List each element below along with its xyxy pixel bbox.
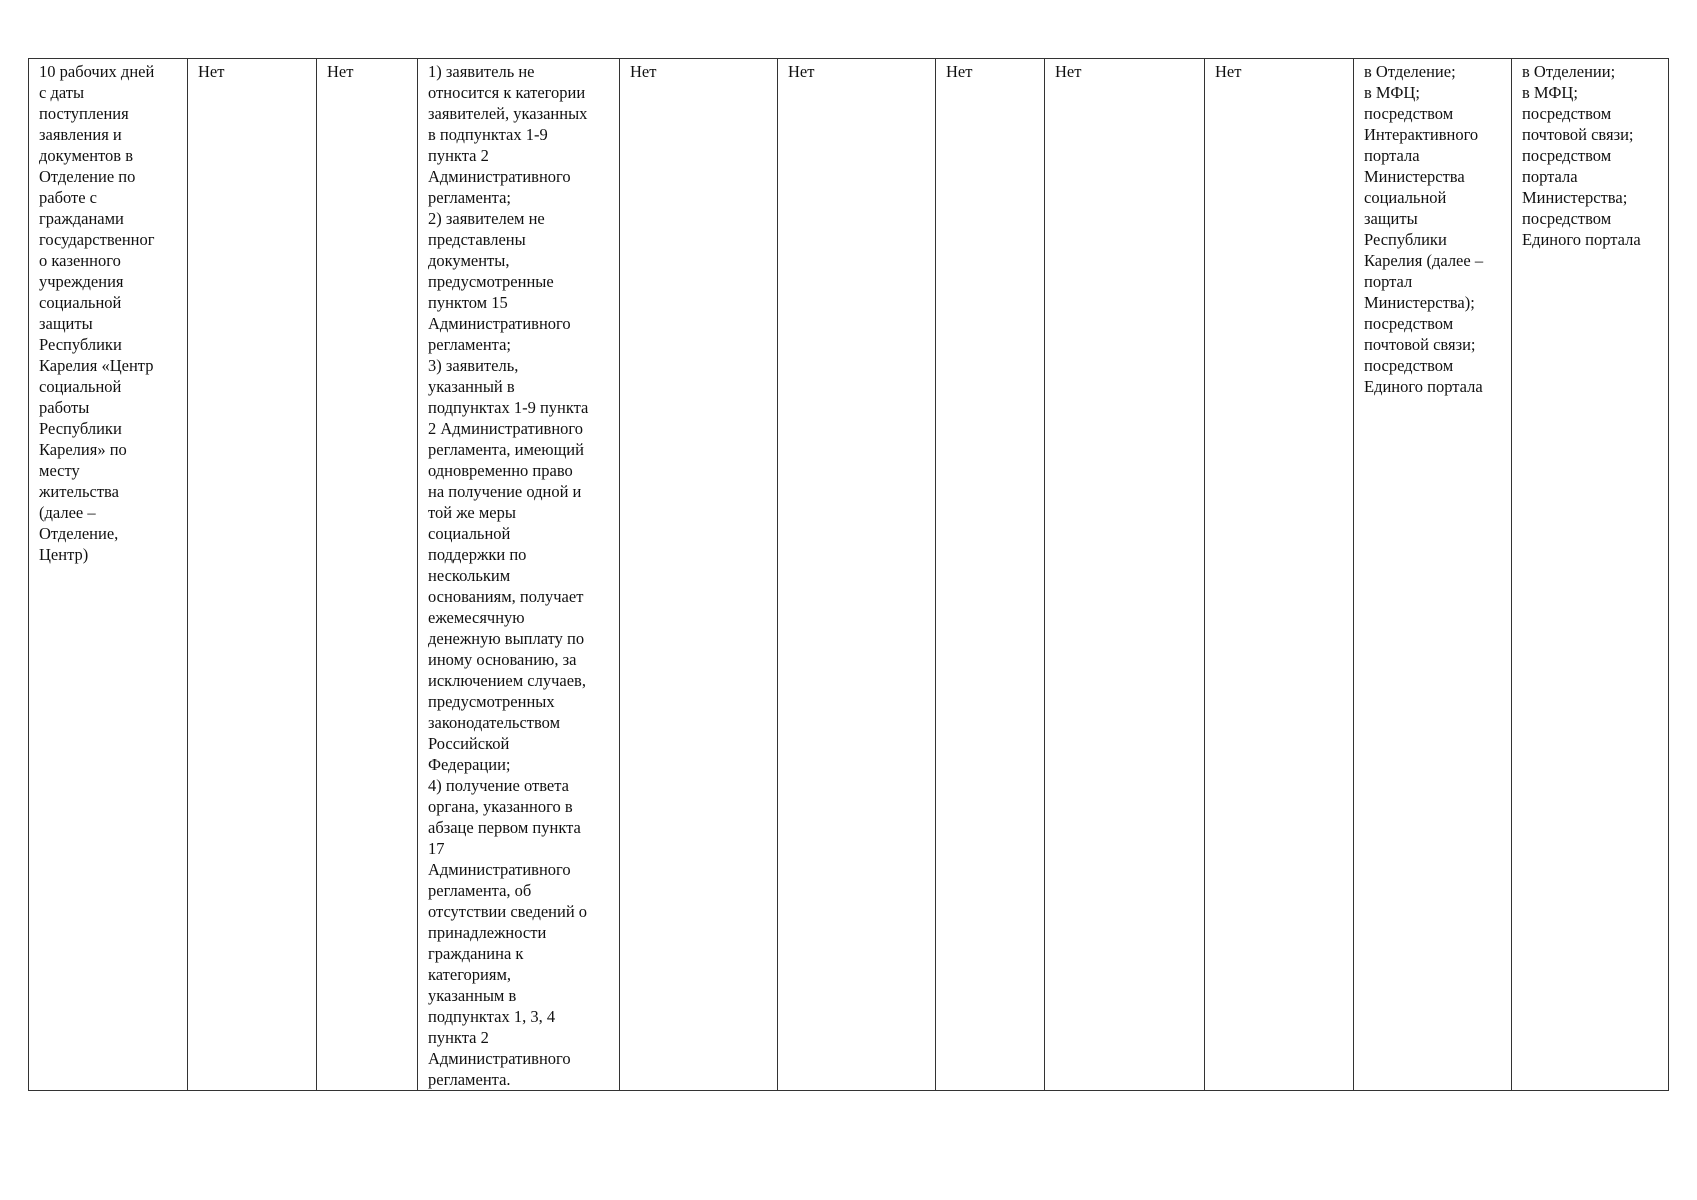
table-cell: Нет xyxy=(620,59,778,1091)
document-table xyxy=(28,58,1669,1091)
result-methods-cell: в Отделении; в МФЦ; посредством почтовой связи; посредством портала Министерства; посредством Единого портала xyxy=(1512,59,1669,1091)
table-cell: Нет xyxy=(1045,59,1205,1091)
table-cell: Нет xyxy=(1205,59,1354,1091)
table-cell: Нет xyxy=(188,59,317,1091)
deadline-cell: 10 рабочих дней с даты поступления заявления и документов в Отделение по работе с гражданами государственног о казенного учреждения социальной защиты Республики Карелия «Центр социальной работы Республики Карелия» по месту жительства (далее – Отделение, Центр) xyxy=(29,59,188,1091)
table-row xyxy=(29,59,1669,1091)
table-cell: Нет xyxy=(936,59,1045,1091)
application-methods-cell: в Отделение; в МФЦ; посредством Интерактивного портала Министерства социальной защиты Республики Карелия (далее – портал Министерства); посредством почтовой связи; посредством Единого портала xyxy=(1354,59,1512,1091)
table-cell: Нет xyxy=(317,59,418,1091)
table-cell: Нет xyxy=(778,59,936,1091)
refusal-grounds-cell: 1) заявитель не относится к категории заявителей, указанных в подпунктах 1-9 пункта 2 Административного регламента; 2) заявителем не представлены документы, предусмотренные пунктом 15 Административного регламента; 3) заявитель, указанный в подпунктах 1-9 пункта 2 Административного регламента, имеющий одновременно право на получение одной и той же меры социальной поддержки по нескольким основаниям, получает ежемесячную денежную выплату по иному основанию, за исключением случаев, предусмотренных законодательством Российской Федерации; 4) получение ответа органа, указанного в абзаце первом пункта 17 Административного регламента, об отсутствии сведений о принадлежности гражданина к категориям, указанным в подпунктах 1, 3, 4 пункта 2 Административного регламента. xyxy=(418,59,620,1091)
